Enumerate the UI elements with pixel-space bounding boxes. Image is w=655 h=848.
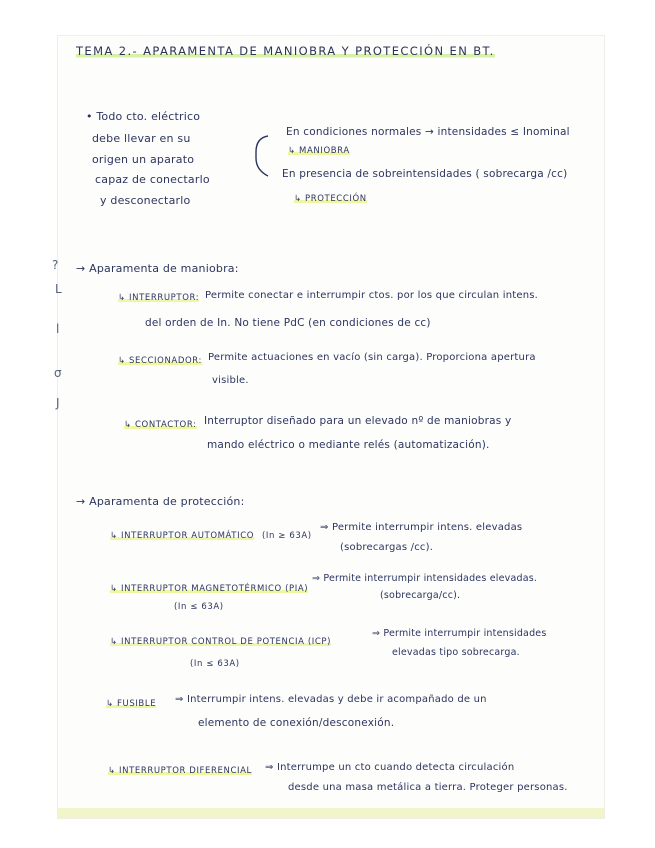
intro-line: capaz de conectarlo [95, 173, 210, 186]
intro-line: y desconectarlo [100, 194, 191, 207]
item-label: ↳ SECCIONADOR: [118, 356, 202, 366]
section-heading-maniobra: → Aparamenta de maniobra: [76, 262, 239, 275]
item-line: desde una masa metálica a tierra. Proteger personas. [288, 782, 568, 793]
item-line: visible. [212, 375, 249, 386]
item-line: ⇒ Permite interrumpir intens. elevadas [320, 522, 523, 533]
item-label: ↳ FUSIBLE [106, 699, 157, 709]
item-note: (In ≤ 63A) [190, 659, 240, 669]
item-label: ↳ INTERRUPTOR MAGNETOTÉRMICO (PIA) [110, 584, 309, 594]
item-line: elemento de conexión/desconexión. [198, 717, 395, 729]
item-note: (In ≥ 63A) [262, 531, 312, 541]
margin-mark: l [56, 322, 60, 336]
page-title: TEMA 2.- APARAMENTA DE MANIOBRA Y PROTECCIÓN EN BT. [76, 44, 495, 58]
branch-normal-label: ↳ MANIOBRA [288, 146, 350, 156]
item-label: ↳ INTERRUPTOR DIFERENCIAL [108, 766, 252, 776]
intro-line: origen un aparato [92, 153, 195, 166]
item-line: ⇒ Interrumpir intens. elevadas y debe ir acompañado de un [175, 694, 487, 705]
item-label: ↳ INTERRUPTOR CONTROL DE POTENCIA (ICP) [110, 637, 332, 647]
item-line: (sobrecarga/cc). [380, 590, 461, 601]
margin-mark: J [56, 396, 60, 410]
item-line: ⇒ Interrumpe un cto cuando detecta circulación [265, 762, 515, 773]
item-line: Permite actuaciones en vacío (sin carga). Proporciona apertura [208, 352, 536, 363]
margin-mark: σ [54, 366, 62, 380]
item-label: ↳ INTERRUPTOR: [118, 293, 200, 303]
page-bottom-edge [58, 808, 604, 818]
item-line: ⇒ Permite interrumpir intensidades [372, 628, 547, 639]
intro-line: • Todo cto. eléctrico [86, 110, 201, 123]
margin-mark: L [55, 282, 62, 296]
item-note: (In ≤ 63A) [174, 602, 224, 612]
item-line: ⇒ Permite interrumpir intensidades elevadas. [312, 573, 538, 584]
brace-icon [242, 130, 272, 185]
item-line: del orden de In. No tiene PdC (en condiciones de cc) [145, 317, 431, 329]
branch-over-label: ↳ PROTECCIÓN [294, 194, 367, 204]
item-line: (sobrecargas /cc). [340, 542, 434, 553]
item-label: ↳ CONTACTOR: [124, 420, 197, 430]
section-heading-proteccion: → Aparamenta de protección: [76, 495, 245, 508]
item-line: Interruptor diseñado para un elevado nº de maniobras y [204, 415, 512, 427]
branch-normal-text: En condiciones normales → intensidades ≤ Inominal [286, 126, 570, 138]
item-label: ↳ INTERRUPTOR AUTOMÁTICO [110, 531, 255, 541]
branch-over-text: En presencia de sobreintensidades ( sobrecarga /cc) [282, 168, 568, 180]
item-line: Permite conectar e interrumpir ctos. por los que circulan intens. [205, 290, 539, 301]
item-line: mando eléctrico o mediante relés (automatización). [207, 439, 490, 451]
item-line: elevadas tipo sobrecarga. [392, 647, 520, 658]
intro-line: debe llevar en su [92, 132, 191, 145]
margin-mark: ? [52, 258, 59, 272]
